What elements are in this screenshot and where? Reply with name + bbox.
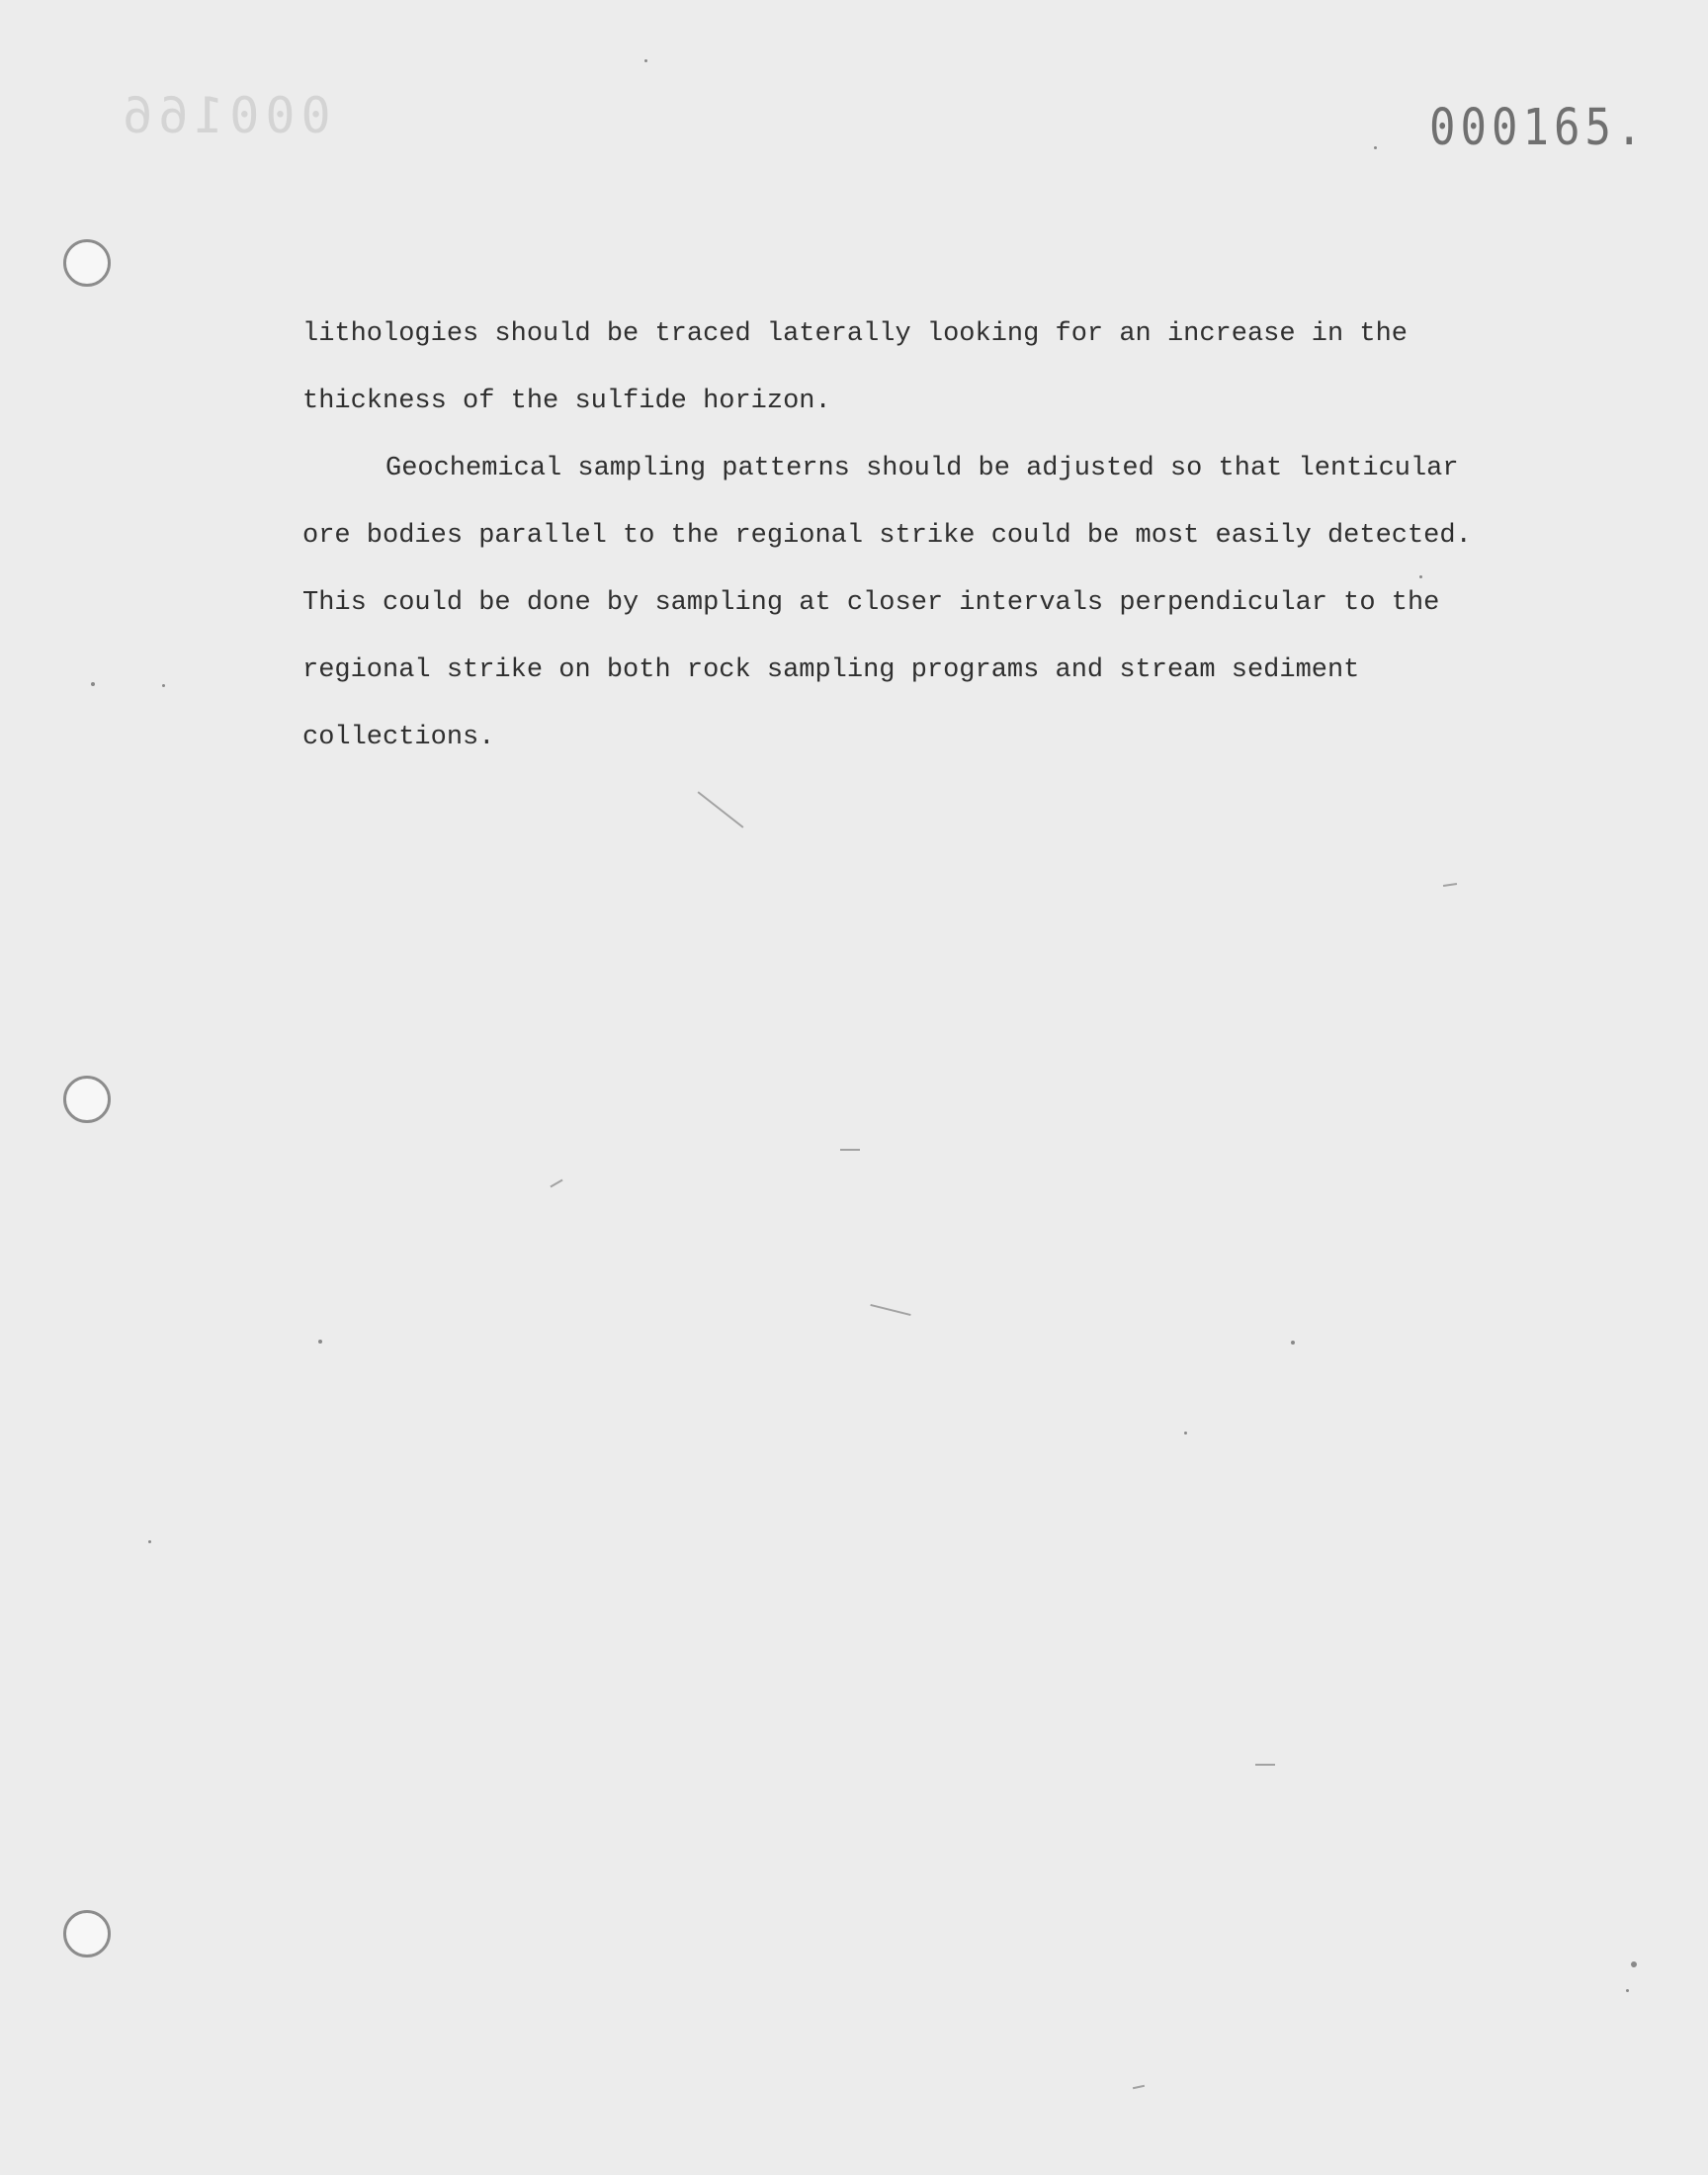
scan-speck xyxy=(91,682,95,686)
bleed-through-page-number: 000166 xyxy=(117,87,331,144)
scan-speck xyxy=(1419,575,1422,578)
scan-mark xyxy=(1255,1764,1275,1766)
scan-speck xyxy=(162,684,165,687)
text-line-7: collections. xyxy=(302,723,495,752)
scan-speck xyxy=(1626,1989,1629,1992)
text-line-5: This could be done by sampling at closer intervals perpendicular to the xyxy=(302,588,1440,618)
text-line-1: lithologies should be traced laterally looking for an increase in the xyxy=(302,319,1408,349)
punch-hole-middle xyxy=(63,1076,111,1123)
scan-mark xyxy=(870,1304,910,1316)
punch-hole-top xyxy=(63,239,111,287)
scan-speck xyxy=(644,59,647,62)
scan-mark xyxy=(698,791,744,827)
scan-speck xyxy=(1374,146,1377,149)
text-line-4: ore bodies parallel to the regional strike could be most easily detected. xyxy=(302,521,1472,551)
scan-mark xyxy=(840,1149,860,1151)
page-number: 000165. xyxy=(1429,99,1648,157)
text-line-6: regional strike on both rock sampling programs and stream sediment xyxy=(302,655,1360,685)
scan-speck xyxy=(148,1540,151,1543)
scan-speck xyxy=(1631,1961,1637,1967)
scan-speck xyxy=(1291,1341,1295,1345)
scan-speck xyxy=(318,1340,322,1344)
scan-mark xyxy=(1133,2085,1145,2089)
text-line-3: Geochemical sampling patterns should be adjusted so that lenticular xyxy=(385,454,1459,483)
text-line-2: thickness of the sulfide horizon. xyxy=(302,387,831,416)
scan-mark xyxy=(550,1179,562,1188)
scan-speck xyxy=(1184,1432,1187,1435)
punch-hole-bottom xyxy=(63,1910,111,1958)
scan-mark xyxy=(1443,883,1457,887)
body-text xyxy=(302,314,1538,785)
